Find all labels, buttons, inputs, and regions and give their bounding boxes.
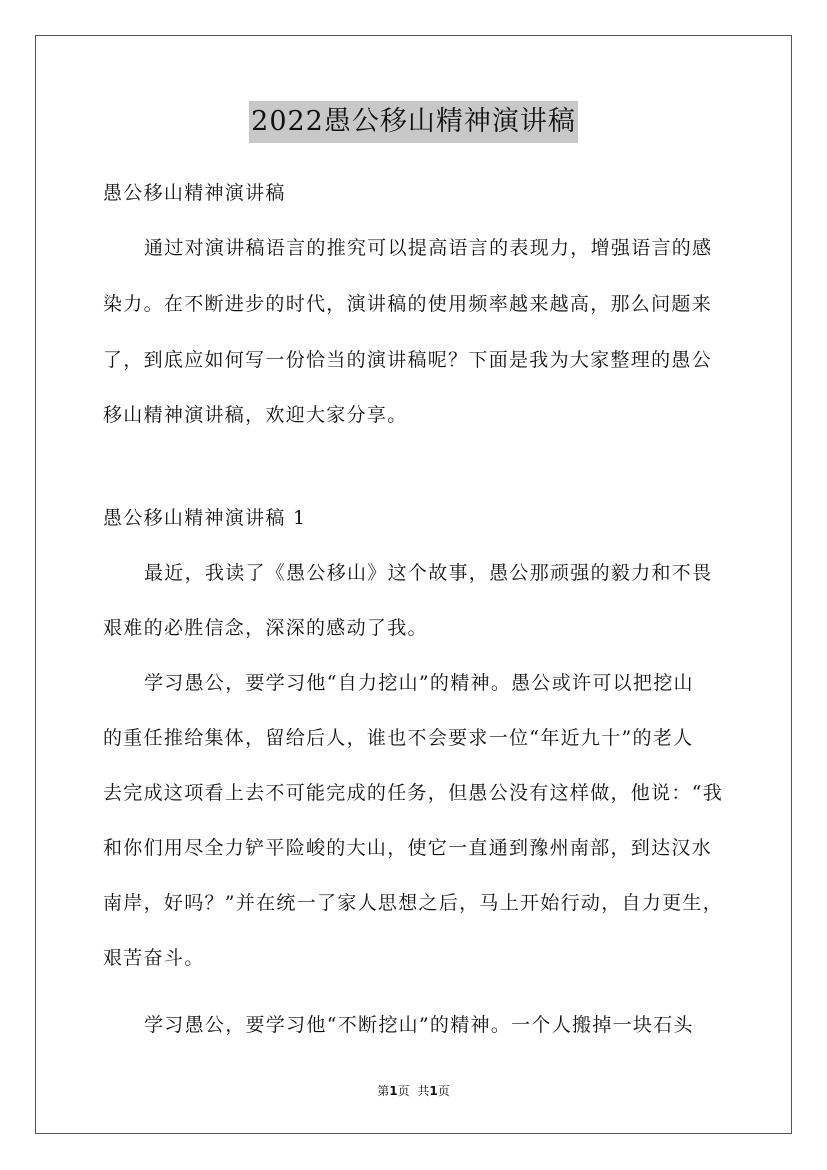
document-title-text: 2022愚公移山精神演讲稿	[249, 101, 578, 143]
footer-page-prefix: 第	[377, 1084, 390, 1098]
intro-line-1: 通过对演讲稿语言的推究可以提高语言的表现力，增强语言的感	[144, 237, 713, 259]
document-title	[0, 101, 827, 143]
body-line-6: 和你们用尽全力铲平险峻的大山，使它一直通到豫州南部，到达汉水	[103, 837, 713, 859]
body-line-4: 的重任推给集体，留给后人，谁也不会要求一位“年近九十”的老人	[103, 727, 694, 749]
intro-line-3: 了，到底应如何写一份恰当的演讲稿呢？下面是我为大家整理的愚公	[103, 349, 713, 371]
body-line-9: 学习愚公，要学习他“不断挖山”的精神。一个人搬掉一块石头	[144, 1014, 694, 1036]
document-subtitle: 愚公移山精神演讲稿	[103, 182, 286, 204]
intro-line-4: 移山精神演讲稿，欢迎大家分享。	[103, 404, 408, 426]
footer-total-suffix: 页	[437, 1084, 450, 1098]
body-line-2: 艰难的必胜信念，深深的感动了我。	[103, 617, 428, 639]
page-footer	[0, 1083, 827, 1099]
section-heading: 愚公移山精神演讲稿 1	[103, 507, 307, 529]
body-line-3: 学习愚公，要学习他“自力挖山”的精神。愚公或许可以把挖山	[144, 672, 694, 694]
intro-line-2: 染力。在不断进步的时代，演讲稿的使用频率越来越高，那么问题来	[103, 293, 713, 315]
footer-total-number: 1	[429, 1084, 438, 1098]
body-line-1: 最近，我读了《愚公移山》这个故事，愚公那顽强的毅力和不畏	[144, 562, 713, 584]
body-line-7: 南岸，好吗？”并在统一了家人思想之后，马上开始行动，自力更生，	[103, 892, 724, 914]
body-line-5: 去完成这项看上去不可能完成的任务，但愚公没有这样做，他说：“我	[103, 782, 724, 804]
footer-page-number: 1	[389, 1084, 398, 1098]
footer-total-prefix: 共	[417, 1084, 430, 1098]
body-line-8: 艰苦奋斗。	[103, 947, 205, 969]
footer-page-suffix: 页	[397, 1084, 410, 1098]
